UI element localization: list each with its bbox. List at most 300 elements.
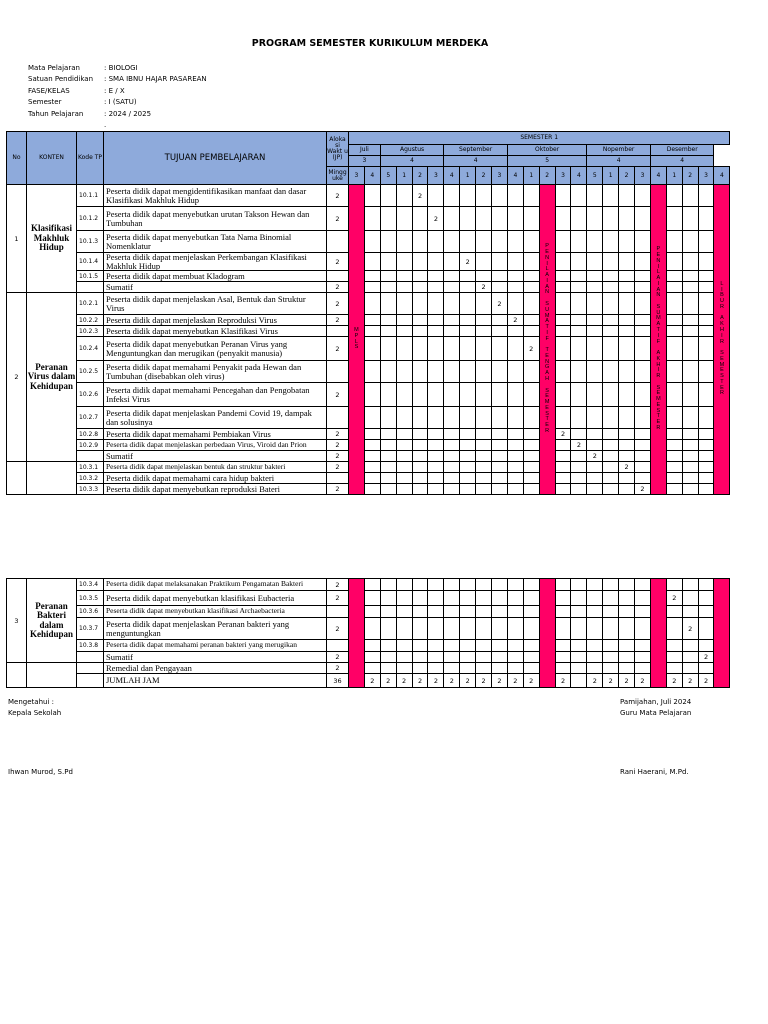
- table-row: [7, 207, 730, 231]
- week-cell: [666, 618, 682, 640]
- week-cell: [507, 440, 523, 451]
- week-cell: [380, 282, 396, 293]
- table-row: [7, 440, 730, 451]
- kode-tp: 10.3.4: [77, 579, 104, 591]
- week-cell: [555, 606, 571, 618]
- week-cell: 2: [587, 674, 603, 688]
- week-cell: [364, 462, 380, 473]
- week-cell: [523, 451, 539, 462]
- kode-tp: 10.2.6: [77, 383, 104, 407]
- week-cell: [444, 383, 460, 407]
- week-cell: [523, 253, 539, 271]
- week-cell: [364, 640, 380, 652]
- alokasi-jp: 2: [327, 591, 349, 606]
- table-row: [7, 579, 730, 591]
- week-cell: [492, 451, 508, 462]
- header-week-number: 3: [698, 167, 714, 185]
- week-cell: [396, 484, 412, 495]
- header-month-weeks: 3: [349, 156, 381, 167]
- week-cell: [444, 207, 460, 231]
- week-cell: [444, 407, 460, 429]
- header-week-number: 2: [412, 167, 428, 185]
- week-cell: [444, 293, 460, 315]
- week-cell: [428, 361, 444, 383]
- week-cell: [476, 231, 492, 253]
- week-cell: [412, 326, 428, 337]
- week-cell: [460, 326, 476, 337]
- tujuan-pembelajaran: Peserta didik dapat menyebutkan Peranan Virus yang Menguntungkan dan merugikan (penyakit manusia): [104, 337, 327, 361]
- week-cell: [380, 315, 396, 326]
- week-cell: [555, 652, 571, 663]
- week-cell: 2: [619, 462, 635, 473]
- week-cell: [571, 337, 587, 361]
- week-cell: [507, 652, 523, 663]
- week-cell: [523, 231, 539, 253]
- header-week-number: 2: [619, 167, 635, 185]
- week-cell: 2: [460, 253, 476, 271]
- week-cell: [587, 231, 603, 253]
- kode-tp: 10.1.1: [77, 185, 104, 207]
- week-cell: [476, 591, 492, 606]
- week-cell: [587, 591, 603, 606]
- header-row: [7, 132, 730, 145]
- week-cell: [380, 253, 396, 271]
- week-cell: [507, 473, 523, 484]
- week-cell: [492, 640, 508, 652]
- week-cell: [635, 253, 651, 271]
- week-cell: [698, 473, 714, 484]
- week-cell: [555, 383, 571, 407]
- week-cell: [380, 462, 396, 473]
- week-cell: [682, 407, 698, 429]
- week-cell: [460, 591, 476, 606]
- week-cell: [396, 606, 412, 618]
- week-cell: [476, 462, 492, 473]
- week-cell: [380, 484, 396, 495]
- meta-key: Semester: [28, 98, 62, 107]
- week-cell: [507, 407, 523, 429]
- week-cell: 2: [666, 674, 682, 688]
- week-cell: [666, 663, 682, 674]
- alokasi-jp: 2: [327, 618, 349, 640]
- week-cell: [412, 282, 428, 293]
- week-cell: [666, 207, 682, 231]
- week-cell: [412, 315, 428, 326]
- week-cell: [571, 579, 587, 591]
- alokasi-jp: [327, 606, 349, 618]
- kode-tp: [77, 451, 104, 462]
- week-cell: [603, 429, 619, 440]
- week-cell: [507, 207, 523, 231]
- week-cell: [698, 440, 714, 451]
- week-cell: [460, 293, 476, 315]
- week-cell: [364, 326, 380, 337]
- week-cell: [603, 407, 619, 429]
- week-cell: [587, 640, 603, 652]
- week-cell: [619, 451, 635, 462]
- tujuan-pembelajaran: Peserta didik dapat menjelaskan Perkembangan Klasifikasi Makhluk Hidup: [104, 253, 327, 271]
- alokasi-jp: 2: [327, 663, 349, 674]
- week-cell: [476, 640, 492, 652]
- week-cell: [523, 185, 539, 207]
- week-cell: [444, 652, 460, 663]
- meta-row: [28, 75, 207, 86]
- week-cell: [396, 293, 412, 315]
- week-cell: [698, 429, 714, 440]
- week-cell: 2: [619, 674, 635, 688]
- week-cell: [476, 579, 492, 591]
- week-cell: [523, 640, 539, 652]
- week-cell: [555, 282, 571, 293]
- week-cell: [523, 663, 539, 674]
- week-cell: [396, 185, 412, 207]
- kode-tp: [77, 674, 104, 688]
- week-cell: [428, 451, 444, 462]
- week-cell: 2: [635, 484, 651, 495]
- week-cell: [603, 282, 619, 293]
- week-cell: [380, 407, 396, 429]
- week-cell: [428, 271, 444, 282]
- week-cell: [412, 231, 428, 253]
- week-cell: [364, 185, 380, 207]
- week-cell: [587, 337, 603, 361]
- week-cell: [571, 652, 587, 663]
- week-cell: [507, 253, 523, 271]
- week-cell: [682, 253, 698, 271]
- week-cell: 2: [635, 674, 651, 688]
- week-cell: [396, 315, 412, 326]
- week-cell: [603, 618, 619, 640]
- week-cell: [428, 337, 444, 361]
- week-cell: [666, 383, 682, 407]
- week-cell: [587, 407, 603, 429]
- week-cell: [603, 606, 619, 618]
- week-cell: 2: [523, 337, 539, 361]
- week-cell: [380, 606, 396, 618]
- week-cell: [682, 315, 698, 326]
- week-cell: [603, 315, 619, 326]
- tujuan-pembelajaran: Peserta didik dapat memahami Pembiakan Virus: [104, 429, 327, 440]
- week-cell: [682, 361, 698, 383]
- week-cell: [523, 293, 539, 315]
- week-cell: [555, 207, 571, 231]
- week-cell: [666, 429, 682, 440]
- week-cell: [396, 231, 412, 253]
- week-cell: [603, 462, 619, 473]
- header-week-number: 2: [476, 167, 492, 185]
- tujuan-pembelajaran: Sumatif: [104, 652, 327, 663]
- week-cell: [444, 484, 460, 495]
- week-cell: [492, 315, 508, 326]
- week-cell: [460, 663, 476, 674]
- week-cell: [603, 579, 619, 591]
- week-cell: [507, 185, 523, 207]
- week-cell: [666, 271, 682, 282]
- week-cell: [380, 663, 396, 674]
- week-cell: [396, 429, 412, 440]
- place-date: Pamijahan, Juli 2024: [620, 698, 692, 706]
- week-cell: [460, 282, 476, 293]
- week-cell: [666, 361, 682, 383]
- week-cell: [523, 361, 539, 383]
- week-cell: [571, 462, 587, 473]
- header-week-number: 4: [444, 167, 460, 185]
- week-cell: [492, 282, 508, 293]
- week-cell: [619, 591, 635, 606]
- week-cell: [476, 326, 492, 337]
- week-cell: 2: [428, 207, 444, 231]
- week-cell: [507, 383, 523, 407]
- week-cell: [507, 618, 523, 640]
- meta-row: [28, 98, 207, 109]
- header-week-number: 5: [380, 167, 396, 185]
- week-cell: [444, 473, 460, 484]
- kode-tp: 10.1.4: [77, 253, 104, 271]
- week-cell: [555, 231, 571, 253]
- header-week-number: 1: [396, 167, 412, 185]
- week-cell: [412, 473, 428, 484]
- table-row: [7, 652, 730, 663]
- week-cell: [364, 231, 380, 253]
- tujuan-pembelajaran: Peserta didik dapat menjelaskan Asal, Bentuk dan Struktur Virus: [104, 293, 327, 315]
- week-cell: [460, 315, 476, 326]
- week-cell: [555, 618, 571, 640]
- week-cell: [492, 663, 508, 674]
- week-cell: [698, 207, 714, 231]
- week-cell: [460, 473, 476, 484]
- week-cell: 2: [555, 429, 571, 440]
- header-week-number: 2: [682, 167, 698, 185]
- week-cell: [571, 429, 587, 440]
- week-cell: [682, 383, 698, 407]
- week-cell: [460, 185, 476, 207]
- week-cell: [476, 337, 492, 361]
- week-cell: [635, 579, 651, 591]
- table-row: [7, 253, 730, 271]
- week-cell: [492, 462, 508, 473]
- tujuan-pembelajaran: Sumatif: [104, 282, 327, 293]
- week-cell: [666, 440, 682, 451]
- week-cell: [492, 440, 508, 451]
- week-cell: [364, 337, 380, 361]
- week-cell: [476, 207, 492, 231]
- alokasi-jp: 2: [327, 579, 349, 591]
- week-cell: [412, 462, 428, 473]
- week-cell: [412, 429, 428, 440]
- week-cell: [428, 407, 444, 429]
- week-cell: [364, 440, 380, 451]
- table-row: [7, 326, 730, 337]
- alokasi-jp: [327, 473, 349, 484]
- week-cell: [460, 462, 476, 473]
- header-week-number: 1: [666, 167, 682, 185]
- header-month: Desember: [650, 145, 714, 156]
- week-cell: [682, 473, 698, 484]
- header-month: Oktober: [507, 145, 586, 156]
- kode-tp: 10.2.5: [77, 361, 104, 383]
- week-cell: [619, 652, 635, 663]
- tujuan-pembelajaran: Sumatif: [104, 451, 327, 462]
- kode-tp: 10.1.3: [77, 231, 104, 253]
- week-cell: [412, 579, 428, 591]
- week-cell: [380, 337, 396, 361]
- week-cell: [603, 231, 619, 253]
- week-cell: [428, 591, 444, 606]
- week-cell: 2: [412, 674, 428, 688]
- konten-number: 2: [7, 293, 27, 462]
- week-cell: [698, 579, 714, 591]
- meta-value: : E / X: [104, 86, 125, 95]
- week-cell: [619, 440, 635, 451]
- week-cell: [444, 361, 460, 383]
- week-cell: [555, 185, 571, 207]
- header-month-weeks: 4: [587, 156, 651, 167]
- week-cell: [587, 282, 603, 293]
- week-cell: [428, 326, 444, 337]
- week-cell: [396, 618, 412, 640]
- week-cell: [476, 440, 492, 451]
- week-cell: [587, 429, 603, 440]
- week-cell: [682, 282, 698, 293]
- week-cell: [682, 484, 698, 495]
- tujuan-pembelajaran: Peserta didik dapat memahami Pencegahan dan Pengobatan Infeksi Virus: [104, 383, 327, 407]
- week-cell: [412, 663, 428, 674]
- alokasi-jp: 2: [327, 315, 349, 326]
- meta-value: : SMA IBNU HAJAR PASAREAN: [104, 75, 207, 84]
- week-cell: [364, 253, 380, 271]
- konten-number: 3: [7, 579, 27, 663]
- header-alokasi: Aloka si Wakt u (JP): [327, 132, 349, 167]
- table-row: [7, 484, 730, 495]
- week-cell: [523, 271, 539, 282]
- week-cell: [603, 207, 619, 231]
- header-week-number: 5: [587, 167, 603, 185]
- kode-tp: 10.2.4: [77, 337, 104, 361]
- week-cell: [444, 606, 460, 618]
- week-cell: [682, 462, 698, 473]
- week-cell: [380, 271, 396, 282]
- week-cell: [698, 451, 714, 462]
- week-cell: [364, 652, 380, 663]
- week-cell: [682, 451, 698, 462]
- week-cell: [444, 253, 460, 271]
- week-cell: [444, 462, 460, 473]
- week-cell: [571, 484, 587, 495]
- week-cell: [603, 293, 619, 315]
- kode-tp: [77, 652, 104, 663]
- konten-number: 1: [7, 185, 27, 293]
- week-cell: [523, 606, 539, 618]
- week-cell: [635, 361, 651, 383]
- week-cell: [380, 185, 396, 207]
- week-cell: [603, 383, 619, 407]
- week-cell: [666, 282, 682, 293]
- week-cell: [444, 231, 460, 253]
- meta-key: Satuan Pendidikan: [28, 75, 94, 84]
- week-cell: [698, 293, 714, 315]
- week-cell: [523, 383, 539, 407]
- header-week-number: 4: [714, 167, 730, 185]
- alokasi-jp: 2: [327, 207, 349, 231]
- table-row: [7, 231, 730, 253]
- table-row: [7, 282, 730, 293]
- week-cell: [364, 663, 380, 674]
- mengetahui-label: Mengetahui :: [8, 698, 54, 706]
- week-cell: [666, 640, 682, 652]
- week-cell: [412, 383, 428, 407]
- week-cell: [492, 407, 508, 429]
- week-cell: [682, 440, 698, 451]
- kode-tp: 10.1.2: [77, 207, 104, 231]
- week-cell: [698, 282, 714, 293]
- meta-key: Mata Pelajaran: [28, 64, 80, 72]
- week-cell: [380, 207, 396, 231]
- week-cell: [412, 652, 428, 663]
- week-cell: [587, 462, 603, 473]
- week-cell: 2: [364, 674, 380, 688]
- week-cell: [492, 326, 508, 337]
- week-cell: [476, 253, 492, 271]
- week-cell: [555, 451, 571, 462]
- week-cell: [364, 484, 380, 495]
- week-cell: [682, 207, 698, 231]
- dot-mark: .: [104, 121, 107, 129]
- week-cell: 2: [460, 674, 476, 688]
- week-cell: [380, 640, 396, 652]
- alokasi-jp: 2: [327, 383, 349, 407]
- vertical-label-mpls: M P L S: [349, 185, 365, 495]
- week-cell: [523, 484, 539, 495]
- week-cell: [571, 361, 587, 383]
- week-cell: [523, 462, 539, 473]
- week-cell: [428, 282, 444, 293]
- week-cell: [603, 473, 619, 484]
- alokasi-jp: 2: [327, 462, 349, 473]
- week-cell: [380, 440, 396, 451]
- document-meta: [28, 64, 207, 121]
- table-row: [7, 674, 730, 688]
- week-cell: [523, 326, 539, 337]
- week-cell: [555, 579, 571, 591]
- tujuan-pembelajaran: Peserta didik dapat memahami cara hidup bakteri: [104, 473, 327, 484]
- week-cell: [507, 429, 523, 440]
- week-cell: [492, 253, 508, 271]
- kode-tp: 10.2.2: [77, 315, 104, 326]
- week-cell: 2: [380, 674, 396, 688]
- tujuan-pembelajaran: Peserta didik dapat memahami Penyakit pada Hewan dan Tumbuhan (disebabkan oleh virus): [104, 361, 327, 383]
- week-cell: [682, 429, 698, 440]
- week-cell: [396, 207, 412, 231]
- week-cell: [428, 253, 444, 271]
- kode-tp: [77, 282, 104, 293]
- week-cell: [603, 440, 619, 451]
- kode-tp: 10.3.6: [77, 606, 104, 618]
- week-cell: [380, 591, 396, 606]
- tujuan-pembelajaran: Peserta didik dapat menyebutkan klasifikasi Eubacteria: [104, 591, 327, 606]
- tujuan-pembelajaran: Peserta didik dapat menyebutkan klasifikasi Archaebacteria: [104, 606, 327, 618]
- week-cell: [412, 293, 428, 315]
- week-cell: [476, 451, 492, 462]
- meta-value: : 2024 / 2025: [104, 109, 152, 118]
- vertical-label-pas: P E N I L A I A N S U M A T I F A K H I R S E M E S T E R: [650, 185, 666, 495]
- week-cell: [587, 207, 603, 231]
- week-cell: [364, 315, 380, 326]
- week-cell: [587, 361, 603, 383]
- week-cell: [555, 326, 571, 337]
- jumlah-jam-label: JUMLAH JAM: [104, 674, 327, 688]
- week-cell: 2: [571, 440, 587, 451]
- week-cell: [603, 253, 619, 271]
